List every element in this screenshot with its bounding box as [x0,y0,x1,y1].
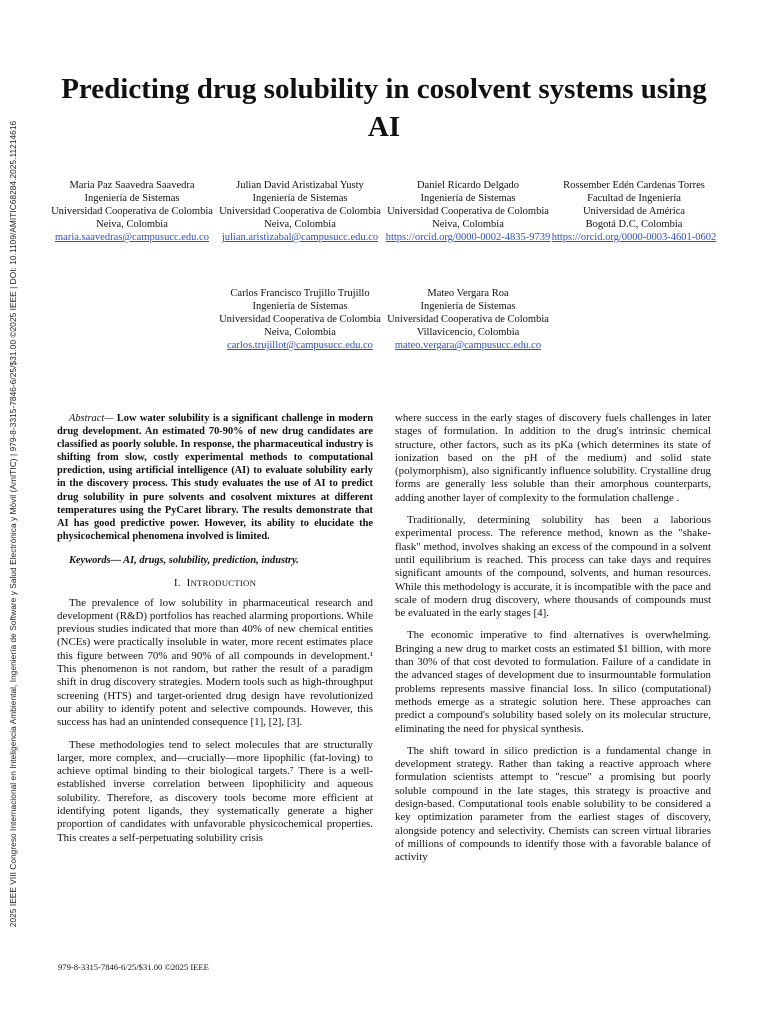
abstract-label: Abstract— [69,413,114,424]
author-city: Bogotá D.C, Colombia [585,219,683,230]
author-name: Rossember Edén Cardenas Torres [563,180,705,191]
body-paragraph: The economic imperative to find alternatives is overwhelming. Bringing a new drug to market costs an estimated $1 billion, with more than 30% of that cost devoted to formulation. Failure of a candidate in the advanced stages of development due to insurmountable formulation problems represents massive financial loss. In silico (computational) methods emerge as a strategic solution here. These approaches can predict a compound's solubility based solely on its molecular structure, eliminating the need for physical synthesis. [395,629,711,735]
section-heading [57,577,373,590]
author-dept: Ingeniería de Sistemas [252,193,348,204]
author-block [384,287,552,352]
author-email-link[interactable]: maria.saavedras@campusucc.edu.co [55,232,209,243]
author-orcid-link[interactable]: https://orcid.org/0000-0003-4601-0602 [551,232,717,243]
author-org: Universidad de América [582,206,686,217]
body-paragraph: Traditionally, determining solubility has been a laborious experimental process. The reference method, known as the "shake-flask" method, involves shaking an excess of the compound in a solvent until equilibrium is reached. This process can take days and requires significant amounts of the compound, solvents, and human resources. While this methodology is accurate, it is incompatible with the pace and scale of modern drug discovery, where thousands of compounds must be evaluated in the early stages [4]. [395,514,711,620]
author-dept: Ingeniería de Sistemas [252,301,348,312]
author-dept: Facultad de Ingeniería [587,193,681,204]
body-paragraph: The prevalence of low solubility in pharmaceutical research and development (R&D) portfolios has reached alarming proportions. While previous studies indicated that more than 40% of new chemical entities (NCEs) were practically insoluble in water, more recent estimates place this figure between 70% and 90% of all compounds in development.¹ This phenomenon is not random, but rather the result of a paradigm shift in drug discovery strategies. Modern tools such as high-throughput screening (HTS) and target-oriented drug design have revolutionized our ability to identify potent and selective compounds. However, this success has had an unintended consequence [1], [2], [3]. [57,596,373,729]
author-block [550,179,718,244]
author-org: Universidad Cooperativa de Colombia [387,314,549,325]
author-email-link[interactable]: carlos.trujillot@campusucc.edu.co [227,340,373,351]
author-block [216,287,384,352]
author-block [48,179,216,244]
author-name: Maria Paz Saavedra Saavedra [69,180,195,191]
author-dept: Ingeniería de Sistemas [420,193,516,204]
author-name: Julian David Aristizabal Yusty [236,180,364,191]
author-dept: Ingeniería de Sistemas [84,193,180,204]
body-paragraph: where success in the early stages of discovery fuels challenges in later stages of formulation. In addition to the drug's intrinsic chemical structure, other factors, such as its pKa (which determines its state of ionization based on the pH of the medium) and solid state (polymorphism), also significantly influence solubility. Crystalline drug forms are generally less soluble than their amorphous counterparts, adding another layer of complexity to the formulation challenge . [395,412,711,504]
author-email-link[interactable]: mateo.vergara@campusucc.edu.co [394,340,542,351]
keywords: Keywords— AI, drugs, solubility, prediction, industry. [69,554,299,566]
author-name: Mateo Vergara Roa [427,288,509,299]
author-city: Villavicencio, Colombia [416,327,520,338]
author-email-link[interactable]: julian.aristizabal@campusucc.edu.co [221,232,379,243]
section-title-initial: I [186,577,191,590]
paper-title: Predicting drug solubility in cosolvent systems using AI [61,73,707,143]
author-city: Neiva, Colombia [96,219,168,230]
author-org: Universidad Cooperativa de Colombia [51,206,213,217]
abstract-text: Low water solubility is a significant challenge in modern drug development. An estimated 70-90% of new drug candidates are classified as poorly soluble. In response, the pharmaceutical industry is shifting from slow, costly experimental methods to computational prediction, using artificial intelligence (AI) to evaluate solubility early in the discovery process. This study evaluates the use of AI to predict drug solubility in pure solvents and cosolvent mixtures at different temperatures using the PyCaret library. The results demonstrate that AI has good predictive power. However, its ability to elucidate the physicochemical phenomena involved is limited. [57,413,373,542]
author-dept: Ingeniería de Sistemas [420,301,516,312]
author-org: Universidad Cooperativa de Colombia [219,206,381,217]
author-org: Universidad Cooperativa de Colombia [219,314,381,325]
author-city: Neiva, Colombia [432,219,504,230]
author-name: Carlos Francisco Trujillo Trujillo [230,288,370,299]
footer-copyright: 979-8-3315-7846-6/25/$31.00 ©2025 IEEE [58,962,209,972]
body-paragraph: The shift toward in silico prediction is a fundamental change in development strategy. Rather than taking a reactive approach where formulation scientists attempt to "rescue" a promising but poorly soluble compound in the late stages, this strategy is proactive and design-based. Computational tools enable solubility to be considered a key optimization parameter from the earliest stages of discovery, alongside potency and selectivity. Chemists can screen virtual libraries of millions of compounds to identify those with a favorable balance of activity [395,744,711,864]
right-column [395,412,711,874]
section-number: I. [173,577,181,590]
author-city: Neiva, Colombia [264,219,336,230]
left-column [57,412,373,854]
author-city: Neiva, Colombia [264,327,336,338]
author-block [216,179,384,244]
author-name: Daniel Ricardo Delgado [416,180,520,191]
section-title-rest: NTRODUCTION [190,578,257,589]
abstract [57,412,373,543]
sidebar-citation: 2025 IEEE VIII Congreso Internacional en Inteligencia Ambiental, Ingeniería de Software y Salud Electrónica y Móvil (AmITIC) | 979-8-3315-7846-6/25/$31.00 ©2025 IEEE | DOI: 10.1109/AMITIC68284.2025.11214616 [8,120,18,928]
body-paragraph: These methodologies tend to select molecules that are structurally larger, more complex, and—crucially—more lipophilic (fat-loving) to achieve optimal binding to their biological targets.⁷ There is a well-established inverse correlation between lipophilicity and aqueous solubility. Therefore, as discovery tools become more efficient at identifying potent ligands, they systematically generate a higher proportion of candidates with unfavorable physicochemical properties. This creates a self-perpetuating solubility crisis [57,738,373,844]
author-block [384,179,552,244]
author-org: Universidad Cooperativa de Colombia [387,206,549,217]
author-orcid-link[interactable]: https://orcid.org/0000-0002-4835-9739 [385,232,551,243]
